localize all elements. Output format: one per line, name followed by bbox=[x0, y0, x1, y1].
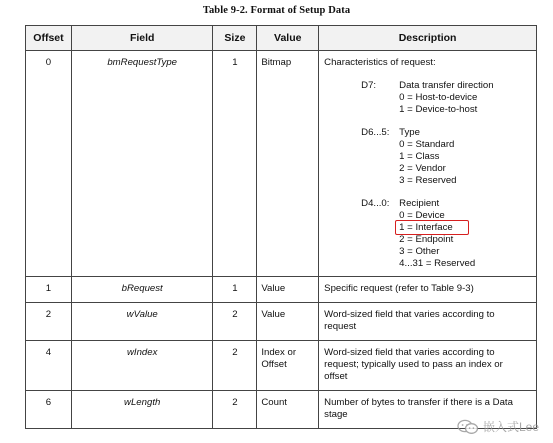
cell-value: Index or Offset bbox=[257, 341, 319, 391]
subfield-line: Recipient bbox=[399, 198, 440, 209]
cell-field: bRequest bbox=[71, 277, 213, 303]
subfield-line: Type bbox=[399, 127, 420, 138]
cell-offset: 1 bbox=[26, 277, 72, 303]
subfield-line: 1 = Device-to-host bbox=[399, 104, 478, 115]
cell-value: Value bbox=[257, 277, 319, 303]
subfield-line: 0 = Standard bbox=[399, 139, 455, 150]
table-row bbox=[26, 341, 537, 391]
header-offset: Offset bbox=[26, 26, 72, 51]
cell-field: wValue bbox=[71, 303, 213, 341]
wechat-icon bbox=[457, 419, 479, 435]
subfield-line: 4...31 = Reserved bbox=[399, 258, 476, 269]
subfield-d4-0 bbox=[324, 198, 528, 270]
watermark-text: 嵌入式Lee bbox=[482, 420, 539, 434]
subfield-line: 3 = Reserved bbox=[399, 175, 457, 186]
subfield-bits: D7: bbox=[361, 80, 377, 91]
header-field: Field bbox=[71, 26, 213, 51]
cell-size: 1 bbox=[213, 51, 257, 277]
red-highlight-box bbox=[395, 220, 469, 235]
cell-offset: 6 bbox=[26, 391, 72, 429]
cell-field: bmRequestType bbox=[71, 51, 213, 277]
description-text: Characteristics of request: bbox=[324, 57, 436, 68]
table-row bbox=[26, 303, 537, 341]
cell-value: Bitmap bbox=[257, 51, 319, 277]
cell-offset: 4 bbox=[26, 341, 72, 391]
cell-value: Count bbox=[257, 391, 319, 429]
cell-size: 2 bbox=[213, 341, 257, 391]
subfield-line: 2 = Vendor bbox=[399, 163, 446, 174]
cell-description: Word-sized field that varies according to request; typically used to pass an index or offset bbox=[319, 341, 537, 391]
subfield-line: 0 = Host-to-device bbox=[399, 92, 478, 103]
cell-description: Word-sized field that varies according to request bbox=[319, 303, 537, 341]
table-caption: Table 9-2. Format of Setup Data bbox=[202, 5, 351, 16]
subfield-d6-5 bbox=[324, 127, 528, 187]
header-row bbox=[26, 26, 537, 51]
subfield-line: 1 = Class bbox=[399, 151, 440, 162]
cell-description bbox=[319, 51, 537, 277]
subfield-line: Data transfer direction bbox=[399, 80, 494, 91]
subfield-d7 bbox=[324, 80, 528, 116]
cell-size: 1 bbox=[213, 277, 257, 303]
header-value: Value bbox=[257, 26, 319, 51]
highlighted-text: 1 = Interface bbox=[399, 222, 453, 233]
cell-field: wLength bbox=[71, 391, 213, 429]
cell-description: Specific request (refer to Table 9-3) bbox=[319, 277, 537, 303]
table-row bbox=[26, 277, 537, 303]
cell-offset: 0 bbox=[26, 51, 72, 277]
cell-size: 2 bbox=[213, 391, 257, 429]
watermark bbox=[457, 418, 539, 435]
table-row bbox=[26, 51, 537, 277]
cell-description: Number of bytes to transfer if there is a Data stage bbox=[319, 391, 537, 429]
subfield-line: 0 = Device bbox=[399, 210, 445, 221]
setup-data-table bbox=[25, 25, 537, 429]
subfield-bits: D6...5: bbox=[361, 127, 390, 138]
cell-field: wIndex bbox=[71, 341, 213, 391]
header-size: Size bbox=[213, 26, 257, 51]
cell-size: 2 bbox=[213, 303, 257, 341]
subfield-bits: D4...0: bbox=[361, 198, 390, 209]
subfield-line: 3 = Other bbox=[399, 246, 440, 257]
cell-value: Value bbox=[257, 303, 319, 341]
highlighted-line bbox=[399, 222, 475, 234]
header-description: Description bbox=[319, 26, 537, 51]
cell-offset: 2 bbox=[26, 303, 72, 341]
subfield-line: 2 = Endpoint bbox=[399, 234, 454, 245]
